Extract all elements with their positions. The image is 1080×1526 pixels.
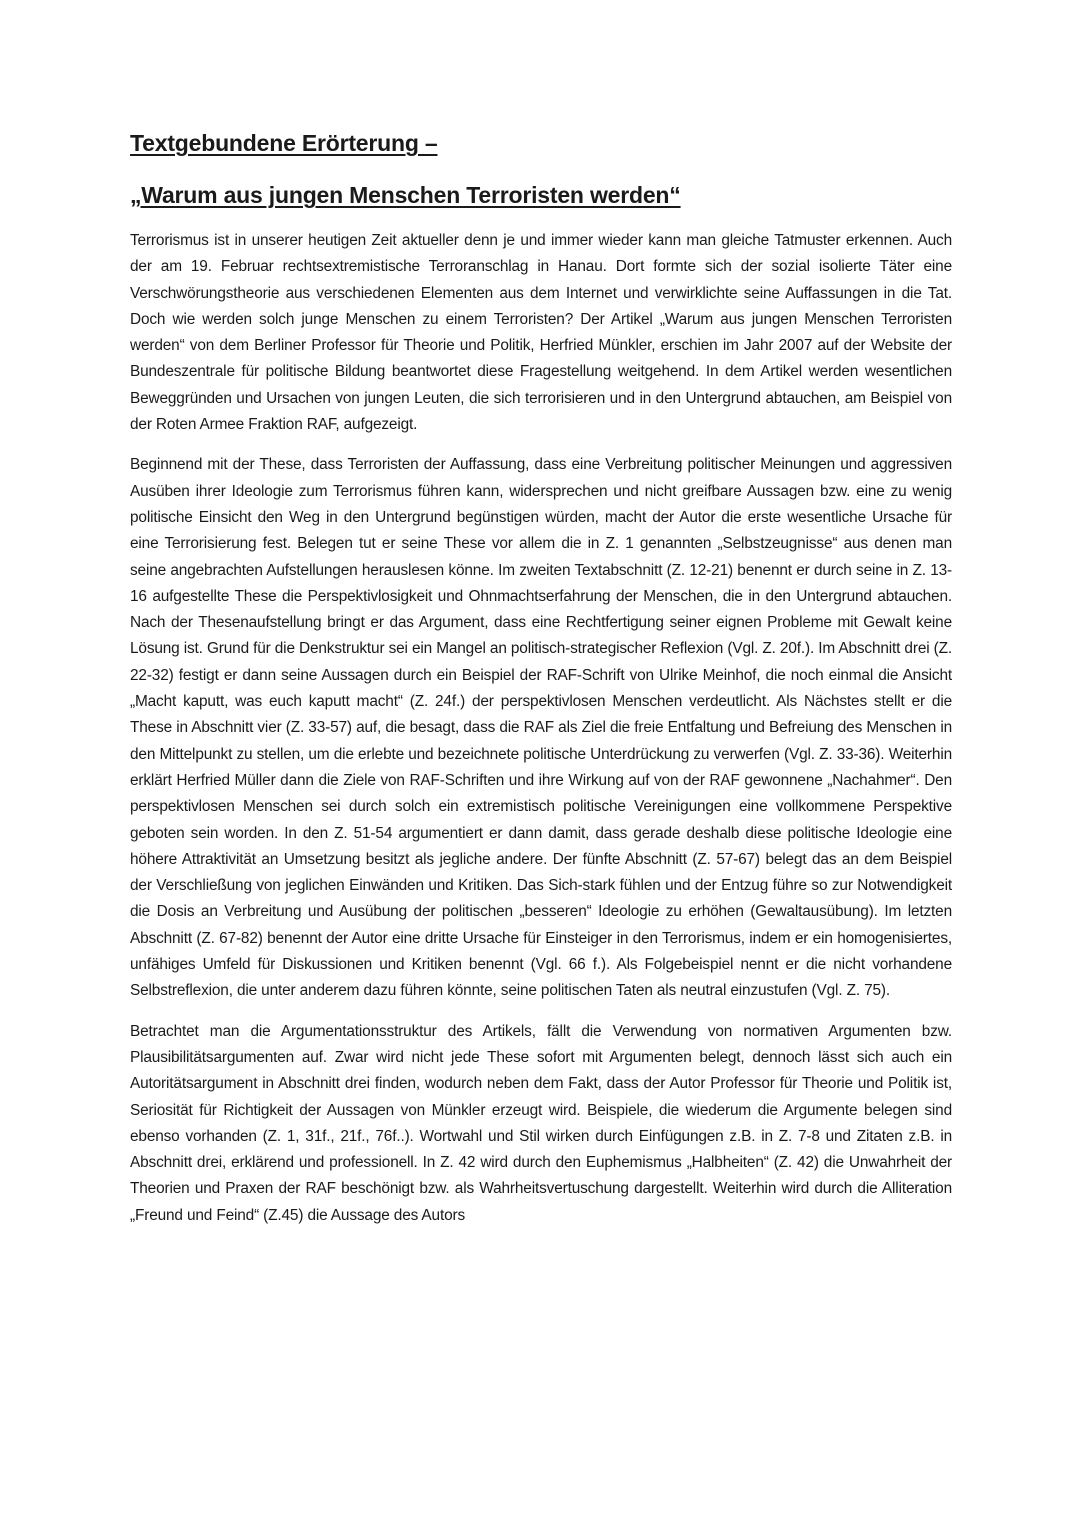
document-title: Textgebundene Erörterung –: [130, 130, 438, 156]
document-page: [130, 128, 952, 1243]
paragraph-1: Terrorismus ist in unserer heutigen Zeit aktueller denn je und immer wieder kann man gleiche Tatmuster erkennen. Auch der am 19. Februar rechtsextremistische Terroranschlag in Hanau. Dort formte sich der sozial isolierte Täter eine Verschwörungstheorie aus verschiedenen Elementen aus dem Internet und verwirklichte seine Auffassungen in die Tat. Doch wie werden solch junge Menschen zu einem Terroristen? Der Artikel „Warum aus jungen Menschen Terroristen werden“ von dem Berliner Professor für Theorie und Politik, Herfried Münkler, erschien im Jahr 2007 auf der Website der Bundeszentrale für politische Bildung beantwortet diese Fragestellung weitgehend. In dem Artikel werden wesentlichen Beweggründen und Ursachen von jungen Leuten, die sich terrorisieren und in den Untergrund abtauchen, am Beispiel von der Roten Armee Fraktion RAF, aufgezeigt.: [130, 232, 952, 434]
paragraph-2: Beginnend mit der These, dass Terroristen der Auffassung, dass eine Verbreitung politischer Meinungen und aggressiven Ausüben ihrer Ideologie zum Terrorismus führen kann, widersprechen und nicht greifbare Aussagen bzw. eine zu wenig politische Einsicht den Weg in den Untergrund begünstigen würden, macht der Autor die erste wesentliche Ursache für eine Terrorisierung fest. Belegen tut er seine These vor allem die in Z. 1 genannten „Selbstzeugnisse“ aus denen man seine angebrachten Aufstellungen herauslesen könne. Im zweiten Textabschnitt (Z. 12-21) benennt er durch seine in Z. 13-16 aufgestellte These die Perspektivlosigkeit und Ohnmachtserfahrung der Menschen, die in den Untergrund abtauchen. Nach der Thesenaufstellung bringt er das Argument, dass eine Rechtfertigung seiner eignen Probleme mit Gewalt keine Lösung ist. Grund für die Denkstruktur sei ein Mangel an politisch-strategischer Reflexion (Vgl. Z. 20f.). Im Abschnitt drei (Z. 22-32) festigt er dann seine Aussagen durch ein Beispiel der RAF-Schrift von Ulrike Meinhof, die noch einmal die Ansicht „Macht kaputt, was euch kaputt macht“ (Z. 24f.) der perspektivlosen Menschen verdeutlicht. Als Nächstes stellt er die These in Abschnitt vier (Z. 33-57) auf, die besagt, dass die RAF als Ziel die freie Entfaltung und Befreiung des Menschen in den Mittelpunkt zu stellen, um die erlebte und bezeichnete politische Unterdrückung zu verwerfen (Vgl. Z. 33-36). Weiterhin erklärt Herfried Müller dann die Ziele von RAF-Schriften und ihre Wirkung auf von der RAF gewonnene „Nachahmer“. Den perspektivlosen Menschen sei durch solch ein extremistisch politische Vereinigungen eine vollkommene Perspektive geboten sein worden. In den Z. 51-54 argumentiert er dann damit, dass gerade deshalb diese politische Ideologie eine höhere Attraktivität an Umsetzung besitzt als jegliche andere. Der fünfte Abschnitt (Z. 57-67) belegt das an dem Beispiel der Verschließung von jeglichen Einwänden und Kritiken. Das Sich-stark fühlen und der Entzug führe so zur Notwendigkeit die Dosis an Verbreitung und Ausübung der politischen „besseren“ Ideologie zu erhöhen (Gewaltausübung). Im letzten Abschnitt (Z. 67-82) benennt der Autor eine dritte Ursache für Einsteiger in den Terrorismus, indem er ein homogenisiertes, unfähiges Umfeld für Diskussionen und Kritiken benennt (Vgl. 66 f.). Als Folgebeispiel nennt er die nicht vorhandene Selbstreflexion, die unter anderem dazu führen könnte, seine politischen Taten als neutral einzustufen (Vgl. Z. 75).: [130, 456, 952, 1000]
document-subtitle: „Warum aus jungen Menschen Terroristen werden“: [130, 182, 681, 208]
paragraph-3: Betrachtet man die Argumentationsstruktur des Artikels, fällt die Verwendung von normativen Argumenten bzw. Plausibilitätsargumenten auf. Zwar wird nicht jede These sofort mit Argumenten belegt, dennoch lässt sich auch ein Autoritätsargument in Abschnitt drei finden, wodurch neben dem Fakt, dass der Autor Professor für Theorie und Politik ist, Seriosität für Richtigkeit der Aussagen von Münkler erzeugt wird. Beispiele, die wiederum die Argumente belegen sind ebenso vorhanden (Z. 1, 31f., 21f., 76f..). Wortwahl und Stil wirken durch Einfügungen z.B. in Z. 7-8 und Zitaten z.B. in Abschnitt drei, erklärend und professionell. In Z. 42 wird durch den Euphemismus „Halbheiten“ (Z. 42) die Unwahrheit der Theorien und Praxen der RAF beschönigt bzw. als Wahrheitsvertuschung dargestellt. Weiterhin wird durch die Alliteration „Freund und Feind“ (Z.45) die Aussage des Autors: [130, 1022, 952, 1224]
